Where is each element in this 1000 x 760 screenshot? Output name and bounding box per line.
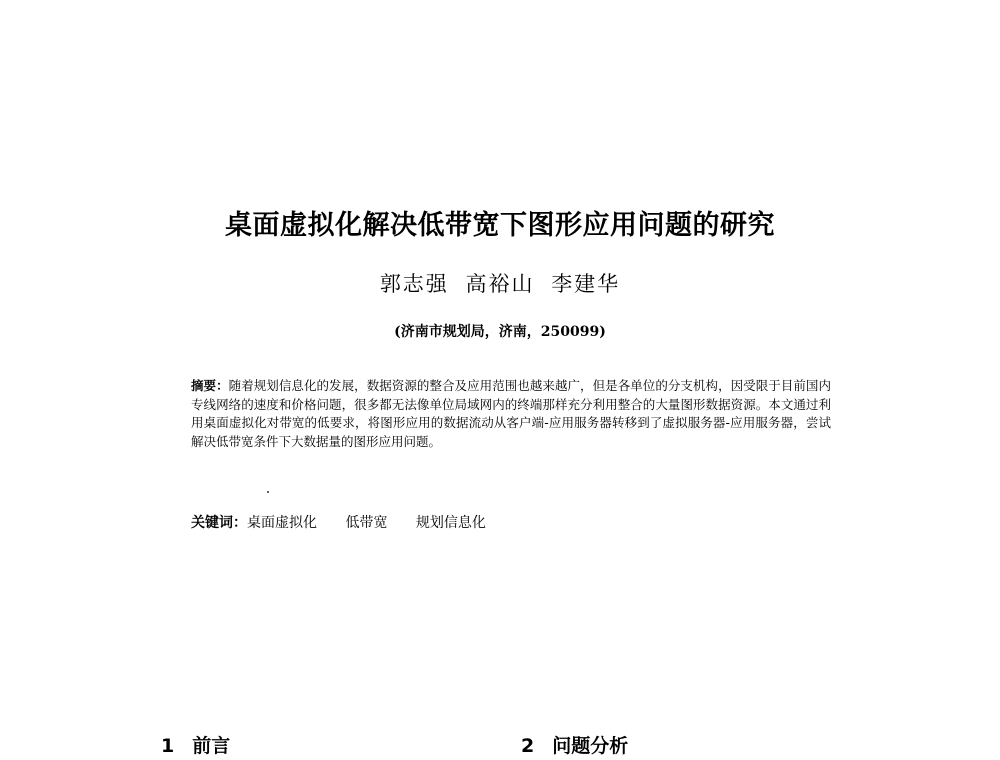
keywords-label: 关键词： <box>191 515 247 531</box>
keyword: 桌面虚拟化 <box>247 515 317 531</box>
abstract-label: 摘要： <box>191 378 229 393</box>
author-name: 高裕山 <box>465 272 535 296</box>
author-name: 李建华 <box>551 272 621 296</box>
keywords <box>191 512 510 532</box>
author-list <box>0 268 1000 298</box>
stray-dot <box>267 491 269 493</box>
section-title: 前言 <box>192 735 231 757</box>
author-name: 郭志强 <box>379 272 449 296</box>
section-number: 1 <box>161 735 175 757</box>
keyword: 低带宽 <box>345 515 388 531</box>
section-heading-analysis <box>521 731 628 758</box>
section-number: 2 <box>521 735 535 757</box>
paper-title: 桌面虚拟化解决低带宽下图形应用问题的研究 <box>225 210 775 241</box>
keyword: 规划信息化 <box>415 515 486 531</box>
abstract-text: 随着规划信息化的发展，数据资源的整合及应用范围也越来越广，但是各单位的分支机构，因受限于目前国内专线网络的速度和价格问题，很多都无法像单位局域网内的终端那样充分利用整合的大量图形数据资源。本文通过利用桌面虚拟化对带宽的低要求，将图形应用的数据流动从客户端-应用服务器转移到了虚拟服务器-应用服务器，尝试解决低带宽条件下大数据量的图形应用问题。 <box>191 378 831 449</box>
affiliation: (济南市规划局，济南，250099) <box>394 324 606 340</box>
abstract <box>191 377 831 451</box>
section-heading-intro <box>161 731 230 758</box>
section-title: 问题分析 <box>552 735 629 757</box>
